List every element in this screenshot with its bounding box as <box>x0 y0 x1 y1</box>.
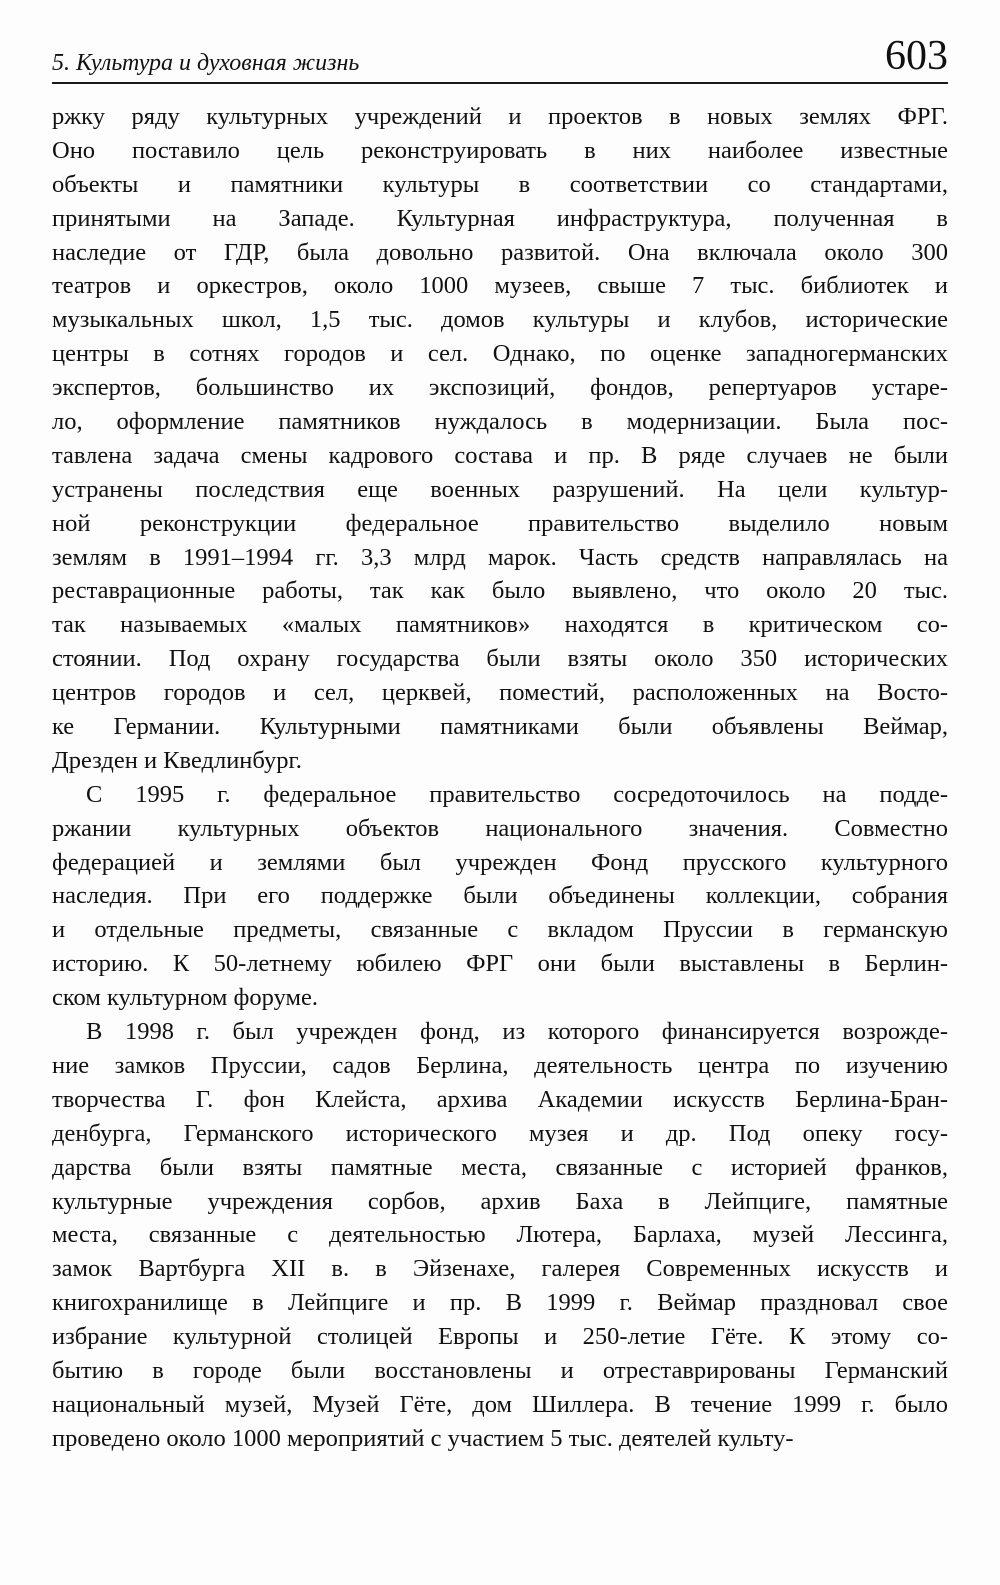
text-line: замок Вартбурга XII в. в Эйзенахе, галерея Современных искусств и <box>52 1255 948 1283</box>
text-line: театров и оркестров, около 1000 музеев, свыше 7 тыс. библиотек и <box>52 272 948 300</box>
text-line: ском культурном форуме. <box>52 984 319 1012</box>
text-line: денбурга, Германского исторического музея и др. Под опеку госу- <box>52 1119 948 1147</box>
text-line: дарства были взяты памятные места, связанные с историей франков, <box>52 1153 948 1181</box>
text-line: Дрезден и Кведлинбург. <box>52 746 302 774</box>
text-line: места, связанные с деятельностью Лютера, Барлаха, музей Лессинга, <box>52 1221 948 1249</box>
text-line: ржку ряду культурных учреждений и проектов в новых землях ФРГ. <box>52 103 948 130</box>
paragraph-1 <box>52 100 948 778</box>
text-line: книгохранилище в Лейпциге и пр. В 1999 г. Веймар праздновал свое <box>52 1289 948 1317</box>
text-line: бытию в городе были восстановлены и отреставрированы Германский <box>52 1356 948 1384</box>
body-text <box>52 100 948 1456</box>
text-line: музыкальных школ, 1,5 тыс. домов культуры и клубов, исторические <box>52 306 948 334</box>
text-line: так называемых «малых памятников» находятся в критическом со- <box>52 611 948 639</box>
running-header <box>52 30 948 84</box>
section-title: 5. Культура и духовная жизнь <box>52 50 360 76</box>
paragraph-3 <box>52 1015 948 1456</box>
text-line: тавлена задача смены кадрового состава и пр. В ряде случаев не были <box>52 441 948 469</box>
text-line: ло, оформление памятников нуждалось в модернизации. Была пос- <box>52 408 948 436</box>
text-line: центров городов и сел, церквей, поместий, расположенных на Восто- <box>52 679 948 707</box>
text-line: центры в сотнях городов и сел. Однако, по оценке западногерманских <box>52 340 948 368</box>
text-line: творчества Г. фон Клейста, архива Академии искусств Берлина-Бран- <box>52 1085 948 1113</box>
text-line: землям в 1991–1994 гг. 3,3 млрд марок. Часть средств направлялась на <box>52 543 948 571</box>
text-line: и отдельные предметы, связанные с вкладом Пруссии в германскую <box>52 916 948 944</box>
text-line: принятыми на Западе. Культурная инфраструктура, полученная в <box>52 204 948 232</box>
text-line: объекты и памятники культуры в соответствии со стандартами, <box>52 170 948 198</box>
text-line: историю. К 50-летнему юбилею ФРГ они были выставлены в Берлин- <box>52 950 948 978</box>
text-line: ной реконструкции федеральное правительство выделило новым <box>52 509 948 537</box>
text-line: В 1998 г. был учрежден фонд, из которого финансируется возрожде- <box>86 1018 948 1046</box>
text-line: устранены последствия еще военных разрушений. На цели культур- <box>52 475 948 503</box>
text-line: ржании культурных объектов национального значения. Совместно <box>52 814 948 842</box>
text-line: наследия. При его поддержке были объединены коллекции, собрания <box>52 882 948 910</box>
text-line: культурные учреждения сорбов, архив Баха в Лейпциге, памятные <box>52 1187 948 1215</box>
page-number: 603 <box>885 33 948 79</box>
text-line: избрание культурной столицей Европы и 250-летие Гёте. К этому со- <box>52 1323 948 1351</box>
text-line: экспертов, большинство их экспозиций, фондов, репертуаров устаре- <box>52 374 948 402</box>
paragraph-2 <box>52 778 948 1015</box>
text-line: Оно поставило цель реконструировать в них наиболее известные <box>52 136 948 164</box>
text-line: федерацией и землями был учрежден Фонд прусского культурного <box>52 848 948 876</box>
text-line: национальный музей, Музей Гёте, дом Шиллера. В течение 1999 г. было <box>52 1390 948 1418</box>
text-line: ке Германии. Культурными памятниками были объявлены Веймар, <box>52 713 948 741</box>
text-line: ние замков Пруссии, садов Берлина, деятельность центра по изучению <box>52 1051 948 1079</box>
text-line: С 1995 г. федеральное правительство сосредоточилось на подде- <box>86 780 948 808</box>
text-line: наследие от ГДР, была довольно развитой. Она включала около 300 <box>52 238 948 266</box>
text-line: реставрационные работы, так как было выявлено, что около 20 тыс. <box>52 577 948 605</box>
text-line: проведено около 1000 мероприятий с участием 5 тыс. деятелей культу- <box>52 1424 794 1452</box>
text-line: стоянии. Под охрану государства были взяты около 350 исторических <box>52 645 948 673</box>
